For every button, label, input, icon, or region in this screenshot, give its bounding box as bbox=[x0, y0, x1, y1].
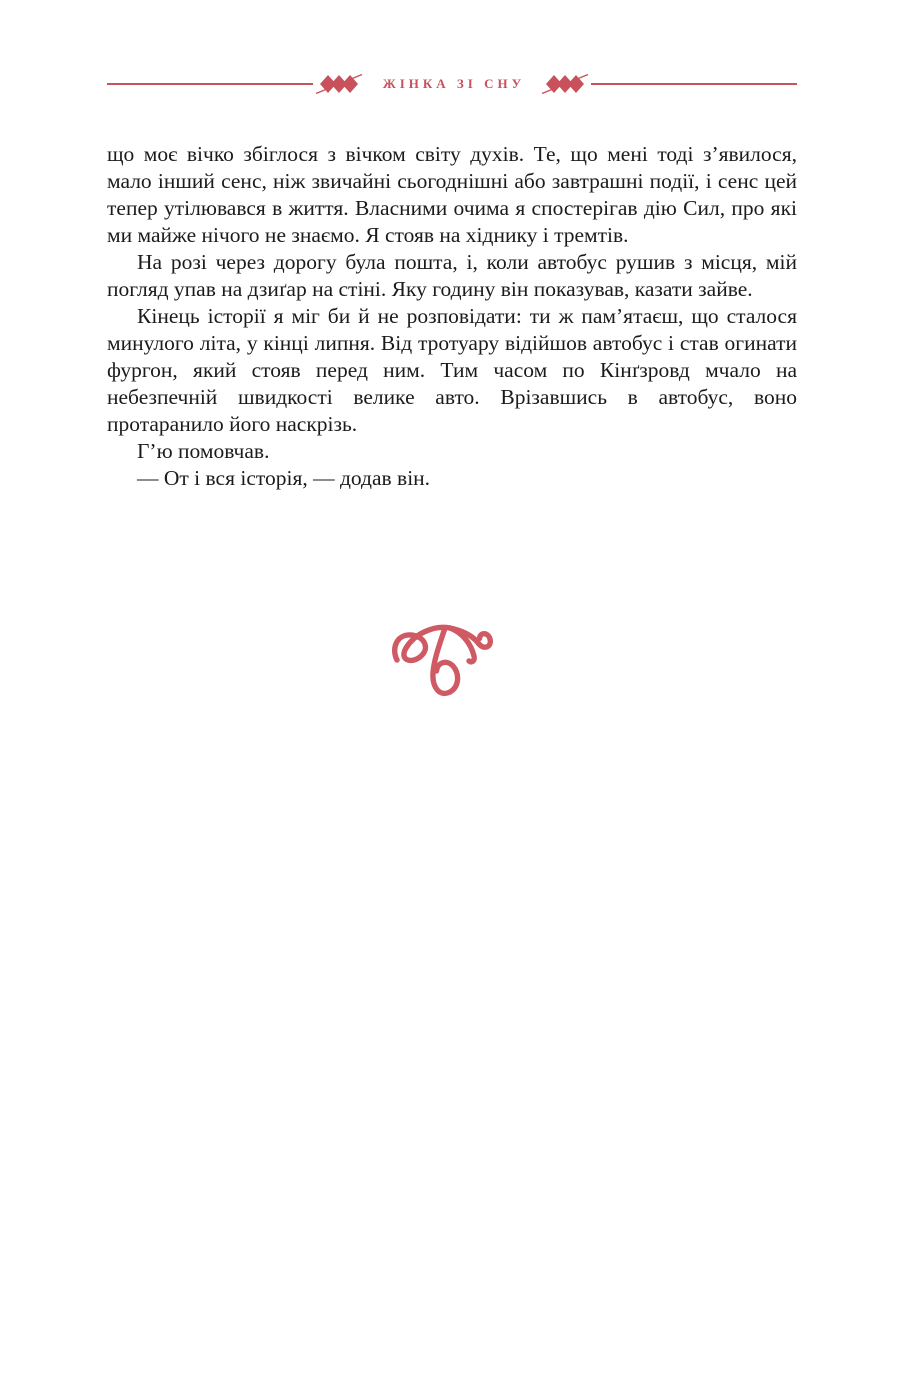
triple-diamond-icon bbox=[541, 73, 589, 95]
running-head bbox=[107, 72, 797, 96]
text-block bbox=[107, 141, 797, 492]
paragraph: Кінець історії я міг би й не розповідати: ти ж пам’ятаєш, що сталося минулого літа, у кінці липня. Від тротуару відійшов автобус і став огинати фургон, який стояв перед ним. Тим часом по Кінґзровд мчало на небезпечній швидкості велике авто. Врізавшись в автобус, воно протаранило його наскрізь. bbox=[107, 304, 797, 436]
flourish-ornament-icon bbox=[387, 616, 521, 708]
paragraph: На розі через дорогу була пошта, і, коли автобус рушив з місця, мій погляд упав на дзиґар на стіні. Яку годину він показував, казати зайве. bbox=[107, 250, 797, 301]
triple-diamond-icon bbox=[315, 73, 363, 95]
paragraph: що моє вічко збіглося з вічком світу духів. Те, що мені тоді з’явилося, мало інший сенс, ніж звичайні сьогоднішні або завтрашні події, і сенс цей тепер утілювався в життя. Власними очима я спостерігав дію Сил, про які ми майже нічого не знаємо. Я стояв на хіднику і тремтів. bbox=[107, 142, 797, 247]
paragraph: — От і вся історія, — додав він. bbox=[137, 466, 431, 490]
running-head-title: ЖІНКА ЗІ СНУ bbox=[382, 76, 526, 91]
paragraph: Г’ю помовчав. bbox=[137, 439, 270, 463]
header-rule-left bbox=[107, 83, 313, 85]
header-rule-right bbox=[591, 83, 797, 85]
